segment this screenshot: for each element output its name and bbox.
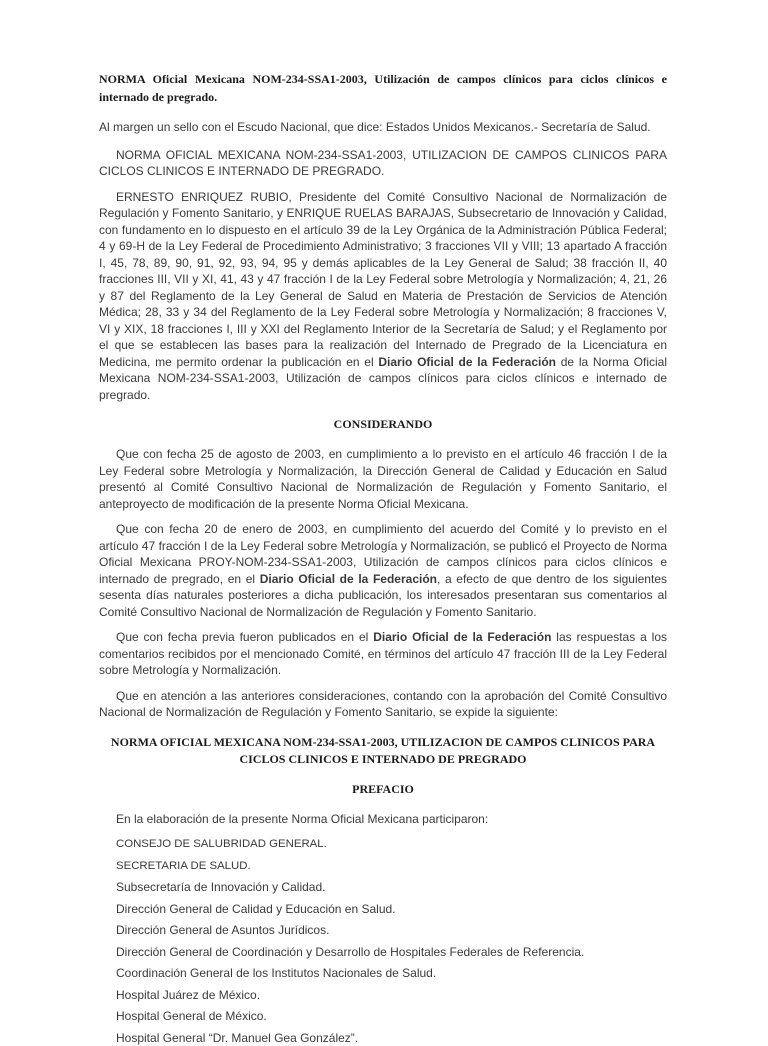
- text-run: Dirección General de Calidad y Educación en Salud.: [116, 902, 396, 916]
- participant-hospital-juarez: [99, 987, 667, 1004]
- bold-text-run: PREFACIO: [352, 782, 414, 796]
- considerando-paragraph-3: [99, 629, 667, 679]
- considerando-paragraph-2: [99, 521, 667, 620]
- participant-dg-calidad-educacion: [99, 901, 667, 918]
- text-run: Coordinación General de los Institutos Nacionales de Salud.: [116, 966, 436, 980]
- participant-subsecretaria-innovacion: [99, 879, 667, 896]
- text-run: En la elaboración de la presente Norma Oficial Mexicana participaron:: [116, 812, 488, 826]
- bold-text-run: NORMA OFICIAL MEXICANA NOM-234-SSA1-2003, UTILIZACION DE CAMPOS CLINICOS PARA CICLOS CLINICOS E INTERNADO DE PREGRADO: [111, 735, 655, 766]
- considerando-heading: [99, 416, 667, 433]
- text-run: , a efecto de que dentro de los siguientes sesenta días naturales posteriores a dicha publicación, los interesados presentaran sus comentarios al Comité Consultivo Nacional de Normalización de Regulación y Fomento Sanitario.: [99, 572, 667, 619]
- considerando-paragraph-1: [99, 446, 667, 512]
- norma-restatement: [99, 147, 667, 180]
- text-run: Que con fecha 25 de agosto de 2003, en cumplimiento a lo previsto en el artículo 46 fracción I de la Ley Federal sobre Metrología y Normalización, la Dirección General de Calidad y Educación en Salud presentó al Comité Consultivo Nacional de Normalización de Regulación y Fomento Sanitario, el anteproyecto de modificación de la presente Norma Oficial Mexicana.: [99, 447, 667, 511]
- bold-text-run: Diario Oficial de la Federación: [373, 630, 551, 644]
- participant-consejo-salubridad: [99, 836, 667, 853]
- prefacio-heading: [99, 781, 667, 798]
- doc-title: [99, 70, 667, 106]
- text-run: Hospital General de México.: [116, 1009, 267, 1023]
- text-run: de la Norma Oficial Mexicana NOM-234-SSA1-2003, Utilización de campos clínicos para ciclos clínicos e internado de pregrado.: [99, 355, 667, 402]
- text-run: Que con fecha 20 de enero de 2003, en cumplimiento del acuerdo del Comité y lo previsto en el artículo 47 fracción I de la Ley Federal sobre Metrología y Normalización, se publicó el Proyecto de Norma Oficial Mexicana PROY-NOM-234-SSA1-2003, Utilización de campos clínicos para ciclos clínicos e internado de pregrado, en el: [99, 522, 667, 586]
- norma-title-heading: [99, 734, 667, 768]
- prefacio-intro: [99, 811, 667, 828]
- text-run: ERNESTO ENRIQUEZ RUBIO, Presidente del Comité Consultivo Nacional de Normalización de Regulación y Fomento Sanitario, y ENRIQUE RUELAS BARAJAS, Subsecretario de Innovación y Calidad, con fundamento en lo dispuesto en el artículo 39 de la Ley Orgánica de la Administración Pública Federal; 4 y 69-H de la Ley Federal de Procedimiento Administrativo; 3 fracciones VII y VIII; 13 apartado A fracción I, 45, 78, 89, 90, 91, 92, 93, 94, 95 y demás aplicables de la Ley General de Salud; 38 fracción II, 40 fracciones III, VII y XI, 41, 43 y 47 fracción I de la Ley Federal sobre Metrología y Normalización; 4, 21, 26 y 87 del Reglamento de la Ley General de Salud en Materia de Prestación de Servicios de Atención Médica; 28, 33 y 34 del Reglamento de la Ley Federal sobre Metrología y Normalización; 8 fracciones V, VI y XIX, 18 fracciones I, III y XXI del Reglamento Interior de la Secretaría de Salud; y el Reglamento por el que se establecen las bases para la realización del Internado de Pregrado de la Licenciatura en Medicina, me permito ordenar la publicación en el: [99, 190, 667, 369]
- text-run: Que en atención a las anteriores consideraciones, contando con la aprobación del Comité Consultivo Nacional de Normalización de Regulación y Fomento Sanitario, se expide la siguiente:: [99, 689, 667, 720]
- participant-hospital-general-mexico: [99, 1008, 667, 1025]
- text-run: las respuestas a los comentarios recibidos por el mencionado Comité, en términos del artículo 47 fracción III de la Ley Federal sobre Metrología y Normalización.: [99, 630, 667, 677]
- preamble-paragraph: [99, 189, 667, 404]
- document-body: [99, 70, 667, 1046]
- bold-text-run: NORMA Oficial Mexicana NOM-234-SSA1-2003, Utilización de campos clínicos para ciclos clínicos e internado de pregrado.: [99, 72, 667, 104]
- bold-text-run: CONSIDERANDO: [334, 417, 433, 431]
- participant-secretaria-salud: [99, 858, 667, 875]
- text-run: NORMA OFICIAL MEXICANA NOM-234-SSA1-2003, UTILIZACION DE CAMPOS CLINICOS PARA CICLOS CLINICOS E INTERNADO DE PREGRADO.: [99, 148, 667, 179]
- text-run: Al margen un sello con el Escudo Nacional, que dice: Estados Unidos Mexicanos.- Secretaría de Salud.: [99, 120, 651, 134]
- bold-text-run: Diario Oficial de la Federación: [260, 572, 437, 586]
- participant-hospital-gea-gonzalez: [99, 1030, 667, 1046]
- text-run: Dirección General de Asuntos Jurídicos.: [116, 923, 329, 937]
- bold-text-run: Diario Oficial de la Federación: [378, 355, 556, 369]
- participant-coordinacion-institutos: [99, 965, 667, 982]
- text-run: CONSEJO DE SALUBRIDAD GENERAL.: [116, 838, 327, 850]
- text-run: Hospital Juárez de México.: [116, 988, 260, 1002]
- text-run: SECRETARIA DE SALUD.: [116, 860, 251, 872]
- text-run: Que con fecha previa fueron publicados en el: [116, 630, 373, 644]
- participant-dg-coordinacion-hospitales: [99, 944, 667, 961]
- margin-seal-note: [99, 119, 667, 136]
- text-run: Dirección General de Coordinación y Desarrollo de Hospitales Federales de Referencia.: [116, 945, 584, 959]
- participant-dg-asuntos-juridicos: [99, 922, 667, 939]
- text-run: Hospital General “Dr. Manuel Gea González”.: [116, 1031, 358, 1045]
- considerando-paragraph-4: [99, 688, 667, 721]
- text-run: Subsecretaría de Innovación y Calidad.: [116, 880, 325, 894]
